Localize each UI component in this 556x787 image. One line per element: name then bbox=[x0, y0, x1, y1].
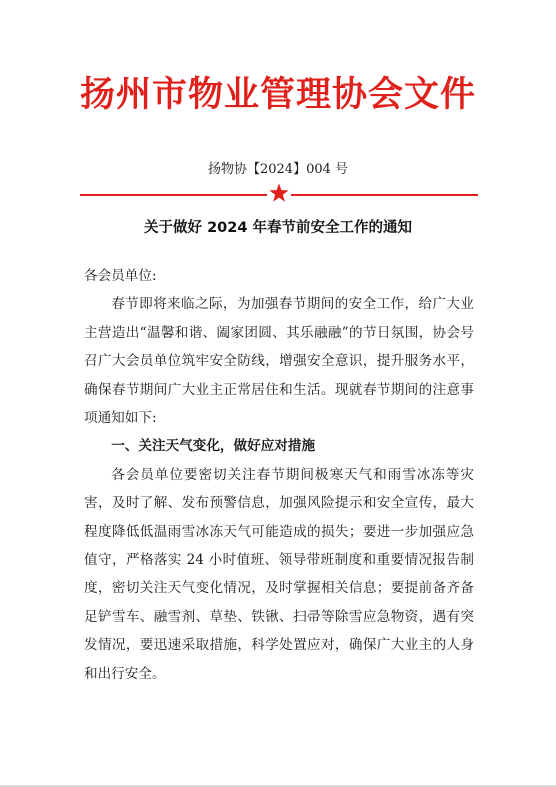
document-masthead: 扬州市物业管理协会文件 bbox=[79, 74, 476, 115]
section-1-heading: 一、关注天气变化，做好应对措施 bbox=[111, 438, 316, 455]
red-divider-left bbox=[80, 194, 267, 196]
notice-title: 关于做好 2024 年春节前安全工作的通知 bbox=[144, 220, 412, 236]
red-divider-right bbox=[291, 194, 478, 196]
red-star-icon bbox=[268, 182, 290, 204]
document-number: 扬物协【2024】004 号 bbox=[207, 162, 349, 177]
intro-paragraph: 春节即将来临之际，为加强春节期间的安全工作，给广大业主营造出“温馨和谐、阖家团圆、其乐融融”的节日氛围，协会号召广大会员单位筑牢安全防线，增强安全意识，提升服务水平，确保春节期间广大业主正常居住和生活。现就春节期间的注意事项通知如下: bbox=[84, 296, 474, 427]
notice-body bbox=[84, 262, 474, 688]
salutation: 各会员单位: bbox=[84, 268, 157, 284]
section-1-paragraph: 各会员单位要密切关注春节期间极寒天气和雨雪冰冻等灾害，及时了解、发布预警信息，加强风险提示和安全宣传，最大程度降低低温雨雪冰冻天气可能造成的损失；要进一步加强应急值守，严格落实 24 小时值班、领导带班制度和重要情况报告制度，密切关注天气变化情况，及时掌握相关信息；要提前备齐备足铲雪车、融雪剂、草垫、铁锹、扫帚等除雪应急物资，遇有突发情况，要迅速采取措施，科学处置应对，确保广大业主的人身和出行安全。 bbox=[84, 466, 474, 682]
